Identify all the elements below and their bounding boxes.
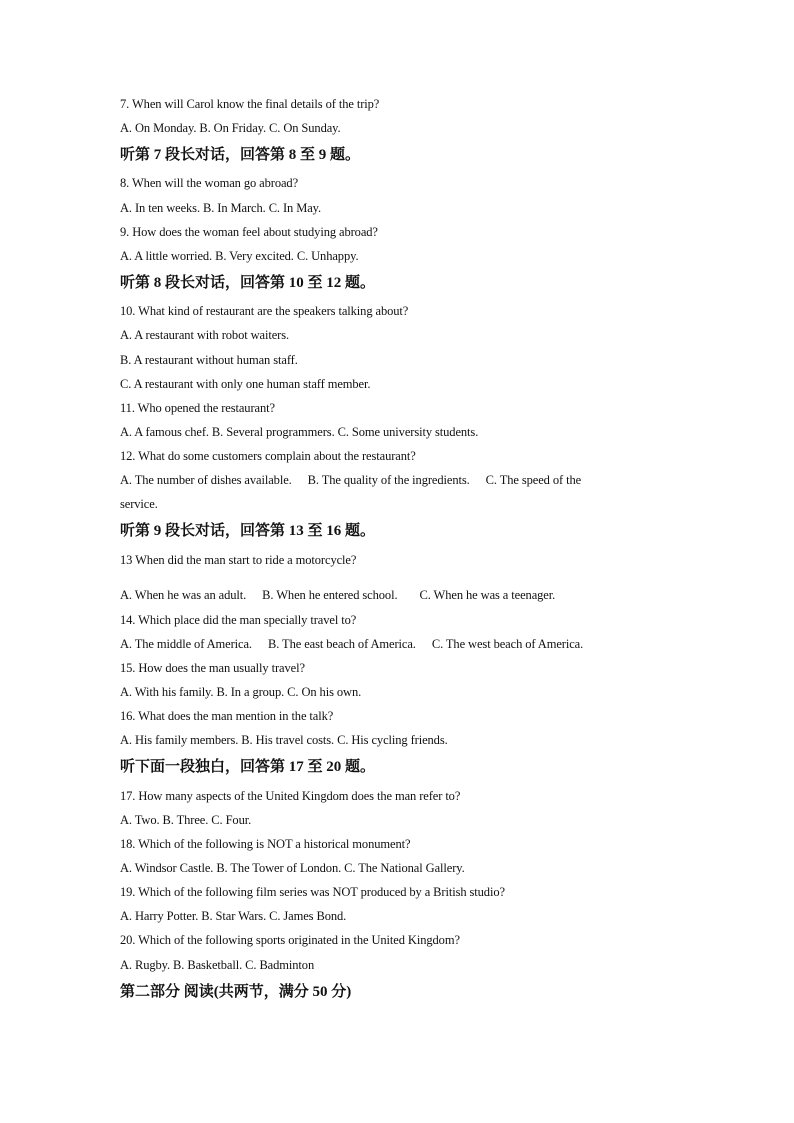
question-12-option-c: C. The speed of the	[485, 473, 582, 487]
question-12-option-a: A. The number of dishes available.	[120, 473, 292, 487]
question-16-options: A. His family members. B. His travel costs. C. His cycling friends.	[120, 733, 448, 747]
question-19: 19. Which of the following film series was NOT produced by a British studio?	[120, 885, 505, 899]
question-10-option-b: B. A restaurant without human staff.	[120, 353, 298, 367]
question-7: 7. When will Carol know the final details of the trip?	[120, 97, 380, 111]
question-13-option-c: C. When he was a teenager.	[419, 588, 556, 602]
question-8-options: A. In ten weeks. B. In March. C. In May.	[120, 201, 322, 215]
question-15: 15. How does the man usually travel?	[120, 661, 305, 675]
question-12: 12. What do some customers complain about the restaurant?	[120, 449, 416, 463]
question-14-option-b: B. The east beach of America.	[267, 637, 416, 651]
question-10-option-a: A. A restaurant with robot waiters.	[120, 328, 290, 342]
question-20: 20. Which of the following sports originated in the United Kingdom?	[120, 933, 460, 947]
question-12-option-c-continued: service.	[120, 497, 158, 511]
question-14: 14. Which place did the man specially travel to?	[120, 613, 357, 627]
question-14-option-a: A. The middle of America.	[120, 637, 252, 651]
question-17-options: A. Two. B. Three. C. Four.	[120, 813, 252, 827]
question-13-options	[120, 587, 680, 603]
section-heading-10: 听下面一段独白，回答第 17 至 20 题。	[120, 759, 376, 775]
question-10-option-c: C. A restaurant with only one human staff member.	[120, 377, 371, 391]
question-19-options: A. Harry Potter. B. Star Wars. C. James Bond.	[120, 909, 347, 923]
question-18: 18. Which of the following is NOT a historical monument?	[120, 837, 411, 851]
question-13: 13 When did the man start to ride a motorcycle?	[120, 553, 357, 567]
section-heading-7: 听第 7 段长对话，回答第 8 至 9 题。	[120, 147, 361, 163]
question-11: 11. Who opened the restaurant?	[120, 401, 275, 415]
question-10: 10. What kind of restaurant are the speakers talking about?	[120, 304, 409, 318]
question-11-options: A. A famous chef. B. Several programmers. C. Some university students.	[120, 425, 479, 439]
question-14-option-c: C. The west beach of America.	[431, 637, 584, 651]
question-20-options: A. Rugby. B. Basketball. C. Badminton	[120, 958, 315, 972]
question-14-options	[120, 636, 680, 652]
question-13-option-b: B. When he entered school.	[262, 588, 398, 602]
question-16: 16. What does the man mention in the talk?	[120, 709, 334, 723]
question-7-options: A. On Monday. B. On Friday. C. On Sunday.	[120, 121, 341, 135]
section-heading-8: 听第 8 段长对话，回答第 10 至 12 题。	[120, 275, 376, 291]
question-8: 8. When will the woman go abroad?	[120, 176, 299, 190]
question-9: 9. How does the woman feel about studying abroad?	[120, 225, 378, 239]
question-9-options: A. A little worried. B. Very excited. C. Unhappy.	[120, 249, 359, 263]
question-12-options	[120, 472, 680, 488]
question-18-options: A. Windsor Castle. B. The Tower of London. C. The National Gallery.	[120, 861, 465, 875]
part-two-heading: 第二部分 阅读(共两节，满分 50 分)	[120, 984, 352, 1000]
question-15-options: A. With his family. B. In a group. C. On his own.	[120, 685, 362, 699]
question-13-option-a: A. When he was an adult.	[120, 588, 247, 602]
question-17: 17. How many aspects of the United Kingdom does the man refer to?	[120, 789, 461, 803]
section-heading-9: 听第 9 段长对话，回答第 13 至 16 题。	[120, 523, 376, 539]
question-12-option-b: B. The quality of the ingredients.	[307, 473, 470, 487]
